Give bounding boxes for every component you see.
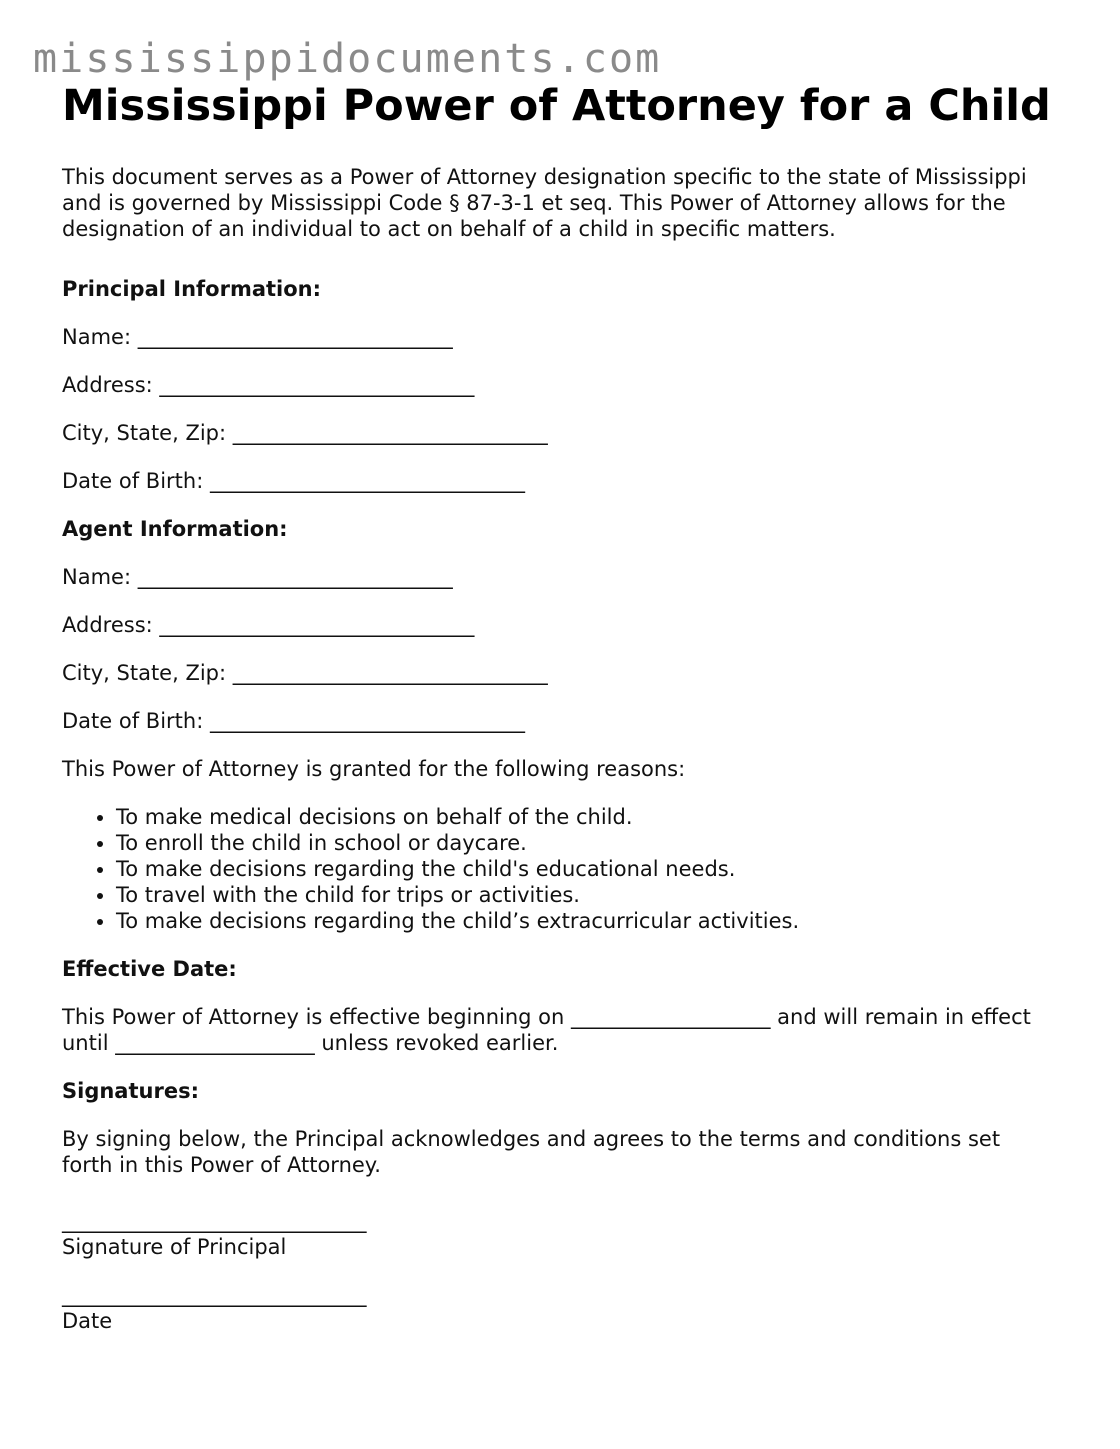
signatures-heading: Signatures: [62, 1079, 199, 1103]
reason-item: • To make medical decisions on behalf of the child. [116, 804, 1052, 830]
reason-item: • To travel with the child for trips or activities. [116, 882, 1052, 908]
reason-item: • To make decisions regarding the child’s extracurricular activities. [116, 908, 1052, 934]
document-page [62, 80, 1052, 1334]
agent-city-field[interactable]: City, State, Zip: ______________________________ [62, 661, 548, 685]
principal-address-field[interactable]: Address: ______________________________ [62, 373, 475, 397]
intro-paragraph: This document serves as a Power of Attorney designation specific to the state of Mississippi and is governed by Mississippi Code § 87-3-1 et seq. This Power of Attorney allows for the designation of an individual to act on behalf of a child in specific matters. [62, 165, 1027, 241]
principal-signature-label: Signature of Principal [62, 1235, 287, 1259]
principal-city-field[interactable]: City, State, Zip: ______________________________ [62, 421, 548, 445]
principal-dob-field[interactable]: Date of Birth: ______________________________ [62, 469, 525, 493]
agent-dob-field[interactable]: Date of Birth: ______________________________ [62, 709, 525, 733]
reason-item: • To make decisions regarding the child's educational needs. [116, 856, 1052, 882]
signatures-text: By signing below, the Principal acknowledges and agrees to the terms and conditions set forth in this Power of Attorney. [62, 1127, 1001, 1177]
agent-name-field[interactable]: Name: ______________________________ [62, 565, 453, 589]
principal-name-field[interactable]: Name: ______________________________ [62, 325, 453, 349]
principal-heading: Principal Information: [62, 277, 322, 301]
agent-address-field[interactable]: Address: ______________________________ [62, 613, 475, 637]
effective-text[interactable]: This Power of Attorney is effective beginning on ___________________ and will remain in effect until ___________________ unless revoked earlier. [62, 1005, 1031, 1055]
date-signature-line[interactable]: _____________________________ [62, 1283, 367, 1307]
reasons-list [62, 804, 1052, 934]
site-watermark: mississippidocuments.com [33, 36, 662, 82]
reason-item: • To enroll the child in school or daycare. [116, 830, 1052, 856]
reasons-lead: This Power of Attorney is granted for the following reasons: [62, 757, 686, 781]
effective-heading: Effective Date: [62, 957, 237, 981]
principal-signature-line[interactable]: _____________________________ [62, 1209, 367, 1233]
agent-heading: Agent Information: [62, 517, 288, 541]
date-signature-label: Date [62, 1309, 113, 1333]
document-title: Mississippi Power of Attorney for a Child [62, 81, 1051, 131]
